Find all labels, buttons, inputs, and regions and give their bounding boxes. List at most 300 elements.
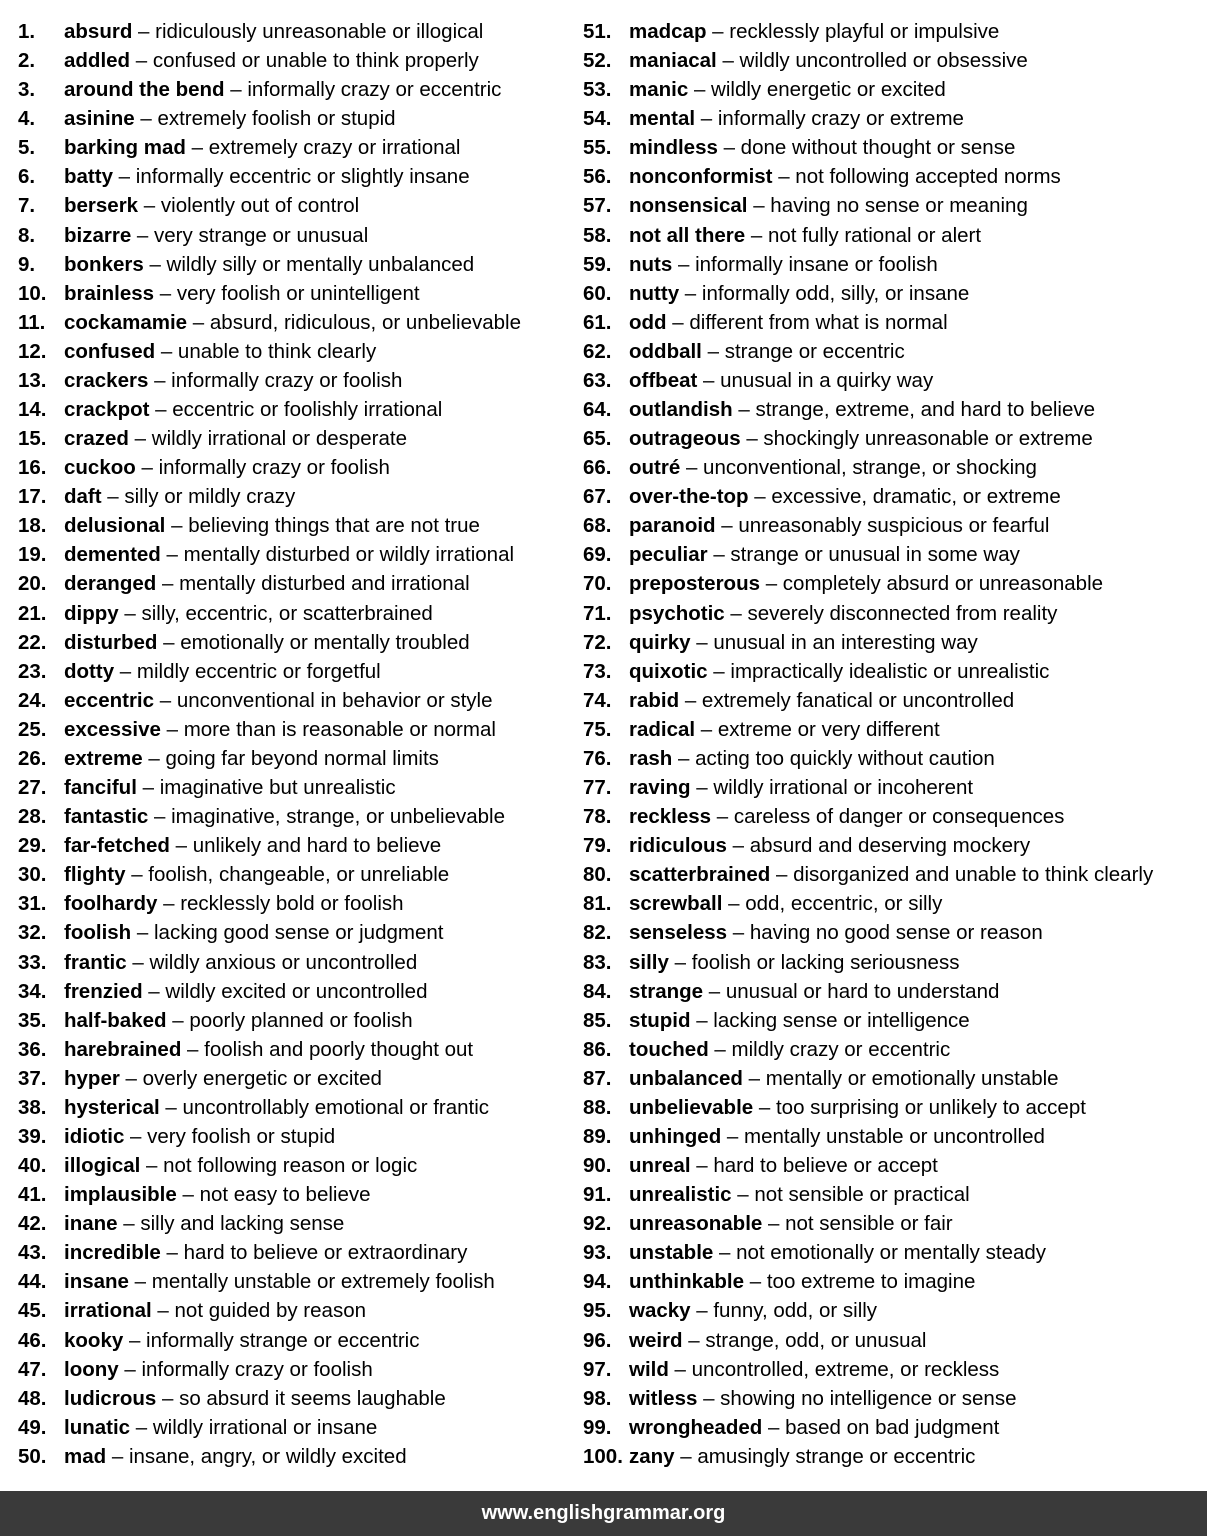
list-item — [18, 1006, 568, 1035]
item-text — [64, 948, 417, 977]
item-term: crackers — [64, 368, 149, 392]
item-term: nonsensical — [629, 194, 748, 218]
item-separator: – — [679, 281, 702, 305]
list-item — [18, 1296, 568, 1325]
item-separator: – — [762, 1415, 786, 1439]
item-term: strange — [629, 979, 704, 1003]
item-definition: mentally disturbed and irrational — [179, 572, 470, 596]
item-separator: – — [124, 1124, 148, 1148]
item-separator: – — [727, 921, 750, 945]
item-definition: informally crazy or eccentric — [247, 78, 502, 102]
item-number: 12. — [18, 339, 47, 363]
item-definition: wildly irrational or incoherent — [713, 776, 974, 800]
item-text — [64, 511, 480, 540]
item-text — [629, 948, 959, 977]
item-separator: – — [717, 136, 741, 160]
list-item — [18, 1151, 568, 1180]
item-separator: – — [688, 78, 712, 102]
item-separator: – — [101, 485, 125, 509]
item-number: 97. — [583, 1357, 612, 1381]
item-term: demented — [64, 543, 161, 567]
item-definition: extreme or very different — [717, 717, 940, 741]
item-text — [64, 860, 449, 889]
item-text — [64, 1093, 489, 1122]
item-definition: odd, eccentric, or silly — [745, 892, 943, 916]
item-separator: – — [154, 688, 177, 712]
item-text — [64, 1238, 467, 1267]
item-term: madcap — [629, 20, 707, 43]
item-separator: – — [697, 1386, 721, 1410]
item-text — [64, 46, 479, 75]
item-definition: unconventional, strange, or shocking — [703, 456, 1037, 480]
list-item — [583, 366, 1203, 395]
list-item — [583, 1035, 1203, 1064]
item-separator: – — [721, 1124, 745, 1148]
item-text — [64, 366, 402, 395]
item-number: 36. — [18, 1037, 47, 1061]
item-text — [64, 657, 381, 686]
item-text — [629, 511, 1049, 540]
item-definition: different from what is normal — [689, 310, 948, 334]
item-number: 34. — [18, 979, 47, 1003]
item-term: quixotic — [629, 659, 708, 683]
item-definition: unusual in an interesting way — [713, 630, 978, 654]
item-definition: confused or unable to think properly — [152, 49, 479, 73]
item-text — [629, 250, 938, 279]
item-number: 4. — [18, 107, 36, 131]
item-term: flighty — [64, 863, 126, 887]
item-number: 92. — [583, 1212, 612, 1236]
item-definition: based on bad judgment — [785, 1415, 1000, 1439]
item-text — [64, 75, 501, 104]
item-term: illogical — [64, 1154, 141, 1178]
item-text — [629, 686, 1014, 715]
list-item — [18, 1442, 568, 1471]
item-number: 71. — [583, 601, 612, 625]
item-separator: – — [668, 950, 692, 974]
list-item — [18, 599, 568, 628]
list-item — [583, 46, 1203, 75]
item-term: fantastic — [64, 805, 149, 829]
item-number: 75. — [583, 717, 612, 741]
item-number: 26. — [18, 746, 47, 770]
item-separator: – — [118, 1357, 142, 1381]
item-definition: having no sense or meaning — [770, 194, 1028, 218]
item-number: 27. — [18, 776, 47, 800]
item-number: 65. — [583, 427, 612, 451]
list-item — [18, 191, 568, 220]
list-item — [583, 1326, 1203, 1355]
item-term: dippy — [64, 601, 119, 625]
item-text — [629, 337, 905, 366]
list-item — [583, 424, 1203, 453]
item-text — [64, 889, 404, 918]
list-item — [18, 569, 568, 598]
item-text — [64, 453, 390, 482]
item-definition: unusual or hard to understand — [725, 979, 1000, 1003]
item-definition: recklessly playful or impulsive — [729, 20, 1000, 43]
item-number: 57. — [583, 194, 612, 218]
item-definition: so absurd it seems laughable — [179, 1386, 446, 1410]
item-number: 66. — [583, 456, 612, 480]
item-number: 19. — [18, 543, 47, 567]
item-definition: insane, angry, or wildly excited — [128, 1444, 407, 1468]
item-number: 15. — [18, 427, 47, 451]
item-number: 100. — [583, 1444, 623, 1468]
item-separator: – — [134, 107, 158, 131]
item-text — [64, 918, 443, 947]
list-item — [583, 221, 1203, 250]
item-separator: – — [745, 223, 768, 247]
item-number: 95. — [583, 1299, 612, 1323]
item-definition: disorganized and unable to think clearly — [793, 863, 1154, 887]
item-text — [629, 657, 1049, 686]
list-item — [18, 1064, 568, 1093]
item-number: 41. — [18, 1183, 47, 1207]
item-text — [629, 133, 1015, 162]
item-term: extreme — [64, 746, 143, 770]
footer-url: www.englishgrammar.org — [481, 1502, 726, 1524]
list-item — [583, 133, 1203, 162]
item-term: touched — [629, 1037, 709, 1061]
item-separator: – — [148, 805, 172, 829]
item-text — [64, 395, 442, 424]
item-number: 69. — [583, 543, 612, 567]
item-definition: extremely fanatical or uncontrolled — [701, 688, 1015, 712]
item-text — [64, 279, 420, 308]
list-item — [583, 599, 1203, 628]
item-definition: informally crazy or foolish — [141, 1357, 373, 1381]
item-term: asinine — [64, 107, 135, 131]
item-number: 77. — [583, 776, 612, 800]
item-number: 51. — [583, 20, 612, 43]
item-text — [629, 1122, 1045, 1151]
list-item — [18, 366, 568, 395]
item-separator: – — [149, 398, 173, 422]
item-text — [629, 482, 1061, 511]
item-separator: – — [682, 1328, 706, 1352]
word-list-right-column — [583, 17, 1203, 1471]
item-text — [629, 889, 942, 918]
item-term: batty — [64, 165, 113, 189]
item-term: fanciful — [64, 776, 137, 800]
item-text — [629, 1006, 970, 1035]
item-number: 8. — [18, 223, 36, 247]
list-item — [18, 221, 568, 250]
item-separator: – — [690, 1299, 714, 1323]
item-term: brainless — [64, 281, 155, 305]
item-definition: completely absurd or unreasonable — [782, 572, 1104, 596]
item-definition: hard to believe or extraordinary — [183, 1241, 468, 1265]
item-definition: extremely foolish or stupid — [157, 107, 396, 131]
item-term: wild — [629, 1357, 669, 1381]
item-definition: mildly eccentric or forgetful — [136, 659, 381, 683]
item-separator: – — [154, 281, 177, 305]
item-term: scatterbrained — [629, 863, 771, 887]
item-text — [64, 744, 439, 773]
list-item — [583, 1267, 1203, 1296]
item-text — [629, 221, 981, 250]
item-term: senseless — [629, 921, 728, 945]
item-term: outlandish — [629, 398, 733, 422]
item-text — [629, 1035, 950, 1064]
item-separator: – — [136, 776, 160, 800]
item-text — [629, 918, 1043, 947]
item-text — [629, 1064, 1059, 1093]
list-item — [583, 569, 1203, 598]
item-text — [629, 1442, 975, 1471]
item-number: 87. — [583, 1066, 612, 1090]
item-number: 45. — [18, 1299, 47, 1323]
list-item — [583, 773, 1203, 802]
list-item — [583, 1151, 1203, 1180]
item-number: 86. — [583, 1037, 612, 1061]
item-text — [629, 308, 948, 337]
item-definition: hard to believe or accept — [713, 1154, 938, 1178]
item-separator: – — [697, 368, 721, 392]
list-item — [18, 1093, 568, 1122]
item-number: 64. — [583, 398, 612, 422]
item-separator: – — [680, 456, 704, 480]
item-text — [64, 1296, 366, 1325]
item-text — [629, 424, 1093, 453]
item-number: 61. — [583, 310, 612, 334]
item-text — [64, 1122, 335, 1151]
item-number: 70. — [583, 572, 612, 596]
list-item — [583, 628, 1203, 657]
item-definition: strange or unusual in some way — [730, 543, 1020, 567]
item-number: 32. — [18, 921, 47, 945]
item-term: reckless — [629, 805, 712, 829]
item-term: manic — [629, 78, 689, 102]
item-number: 84. — [583, 979, 612, 1003]
list-item — [583, 395, 1203, 424]
item-separator: – — [701, 339, 725, 363]
list-item — [18, 977, 568, 1006]
item-number: 53. — [583, 78, 612, 102]
item-definition: wildly energetic or excited — [711, 78, 946, 102]
list-item — [583, 191, 1203, 220]
item-term: cuckoo — [64, 456, 136, 480]
item-definition: wildly irrational or desperate — [151, 427, 407, 451]
item-term: addled — [64, 49, 131, 73]
list-item — [18, 628, 568, 657]
footer-bar — [0, 1491, 1207, 1536]
item-definition: ridiculously unreasonable or illogical — [155, 20, 484, 43]
item-separator: – — [157, 630, 181, 654]
item-definition: emotionally or mentally troubled — [180, 630, 470, 654]
item-text — [64, 221, 368, 250]
item-separator: – — [716, 49, 740, 73]
item-term: psychotic — [629, 601, 725, 625]
list-item — [18, 337, 568, 366]
item-term: foolhardy — [64, 892, 158, 916]
list-item — [583, 918, 1203, 947]
item-text — [629, 1093, 1086, 1122]
item-text — [64, 308, 521, 337]
item-definition: funny, odd, or silly — [713, 1299, 878, 1323]
item-separator: – — [156, 572, 180, 596]
item-text — [629, 46, 1028, 75]
item-definition: foolish and poorly thought out — [204, 1037, 474, 1061]
list-item — [583, 1413, 1203, 1442]
item-separator: – — [142, 746, 166, 770]
item-number: 90. — [583, 1154, 612, 1178]
item-definition: careless of danger or consequences — [733, 805, 1065, 829]
list-item — [583, 831, 1203, 860]
item-definition: impractically idealistic or unrealistic — [730, 659, 1050, 683]
item-term: raving — [629, 776, 691, 800]
item-definition: silly and lacking sense — [140, 1212, 345, 1236]
item-term: unhinged — [629, 1124, 722, 1148]
item-separator: – — [695, 717, 718, 741]
item-text — [629, 977, 999, 1006]
item-number: 80. — [583, 863, 612, 887]
item-definition: wildly uncontrolled or obsessive — [739, 49, 1028, 73]
item-separator: – — [672, 746, 696, 770]
item-separator: – — [156, 1386, 180, 1410]
item-text — [629, 17, 999, 46]
item-text — [629, 395, 1095, 424]
item-definition: too surprising or unlikely to accept — [775, 1095, 1086, 1119]
item-number: 17. — [18, 485, 47, 509]
item-definition: absurd and deserving mockery — [749, 834, 1031, 858]
item-number: 20. — [18, 572, 47, 596]
item-term: frantic — [64, 950, 127, 974]
list-item — [583, 1093, 1203, 1122]
list-item — [18, 802, 568, 831]
item-number: 9. — [18, 252, 36, 276]
item-number: 81. — [583, 892, 612, 916]
item-separator: – — [706, 20, 730, 43]
list-item — [18, 1035, 568, 1064]
item-definition: strange, extreme, and hard to believe — [755, 398, 1096, 422]
list-item — [18, 831, 568, 860]
list-item — [583, 977, 1203, 1006]
list-item — [583, 802, 1203, 831]
list-item — [583, 453, 1203, 482]
item-text — [64, 686, 493, 715]
list-item — [18, 133, 568, 162]
item-term: rash — [629, 746, 673, 770]
item-definition: going far beyond normal limits — [165, 746, 439, 770]
item-separator: – — [176, 1183, 200, 1207]
item-text — [64, 1180, 371, 1209]
list-item — [18, 17, 568, 46]
item-definition: not sensible or practical — [754, 1183, 970, 1207]
item-definition: not easy to believe — [199, 1183, 371, 1207]
item-definition: wildly irrational or insane — [152, 1415, 378, 1439]
item-definition: too extreme to imagine — [766, 1270, 976, 1294]
item-text — [64, 831, 441, 860]
list-item — [583, 1180, 1203, 1209]
list-item — [583, 75, 1203, 104]
item-definition: shockingly unreasonable or extreme — [763, 427, 1093, 451]
item-number: 1. — [18, 20, 36, 43]
item-separator: – — [224, 78, 248, 102]
item-separator: – — [117, 1212, 141, 1236]
list-item — [18, 75, 568, 104]
item-term: ludicrous — [64, 1386, 157, 1410]
item-text — [629, 1355, 999, 1384]
item-number: 29. — [18, 834, 47, 858]
item-term: cockamamie — [64, 310, 188, 334]
list-item — [583, 657, 1203, 686]
item-text — [64, 191, 359, 220]
item-definition: informally odd, silly, or insane — [701, 281, 970, 305]
item-number: 56. — [583, 165, 612, 189]
item-definition: informally crazy or foolish — [158, 456, 390, 480]
item-definition: violently out of control — [160, 194, 360, 218]
list-item — [583, 1442, 1203, 1471]
item-separator: – — [131, 921, 154, 945]
item-separator: – — [160, 543, 184, 567]
item-definition: absurd, ridiculous, or unbelievable — [209, 310, 521, 334]
list-item — [18, 424, 568, 453]
item-definition: very strange or unusual — [154, 223, 369, 247]
item-number: 52. — [583, 49, 612, 73]
item-term: barking mad — [64, 136, 186, 160]
item-number: 60. — [583, 281, 612, 305]
item-term: hyper — [64, 1066, 120, 1090]
item-definition: having no good sense or reason — [749, 921, 1043, 945]
item-text — [629, 279, 969, 308]
item-number: 5. — [18, 136, 36, 160]
item-separator: – — [131, 223, 155, 247]
item-number: 99. — [583, 1415, 612, 1439]
item-separator: – — [707, 543, 731, 567]
item-term: deranged — [64, 572, 157, 596]
item-term: wrongheaded — [629, 1415, 763, 1439]
item-separator: – — [668, 1357, 692, 1381]
item-definition: showing no intelligence or sense — [720, 1386, 1017, 1410]
list-item — [18, 1413, 568, 1442]
list-item — [18, 308, 568, 337]
item-term: paranoid — [629, 514, 716, 538]
item-number: 55. — [583, 136, 612, 160]
item-definition: foolish or lacking seriousness — [691, 950, 960, 974]
item-number: 14. — [18, 398, 47, 422]
list-item — [583, 511, 1203, 540]
item-separator: – — [772, 165, 796, 189]
item-text — [64, 1151, 417, 1180]
list-item — [18, 1384, 568, 1413]
item-text — [64, 1384, 446, 1413]
item-term: lunatic — [64, 1415, 131, 1439]
item-text — [629, 162, 1061, 191]
list-item — [18, 540, 568, 569]
item-separator: – — [753, 1095, 776, 1119]
item-definition: informally eccentric or slightly insane — [135, 165, 470, 189]
item-term: not all there — [629, 223, 746, 247]
item-separator: – — [106, 1444, 129, 1468]
item-definition: not fully rational or alert — [767, 223, 982, 247]
item-separator: – — [740, 427, 764, 451]
item-number: 3. — [18, 78, 36, 102]
item-number: 79. — [583, 834, 612, 858]
item-term: preposterous — [629, 572, 760, 596]
list-item — [18, 279, 568, 308]
item-number: 44. — [18, 1270, 47, 1294]
item-term: harebrained — [64, 1037, 182, 1061]
item-number: 93. — [583, 1241, 612, 1265]
item-separator: – — [770, 863, 794, 887]
item-term: insane — [64, 1270, 129, 1294]
item-text — [629, 831, 1030, 860]
list-item — [18, 773, 568, 802]
item-separator: – — [140, 1154, 164, 1178]
item-term: ridiculous — [629, 834, 727, 858]
